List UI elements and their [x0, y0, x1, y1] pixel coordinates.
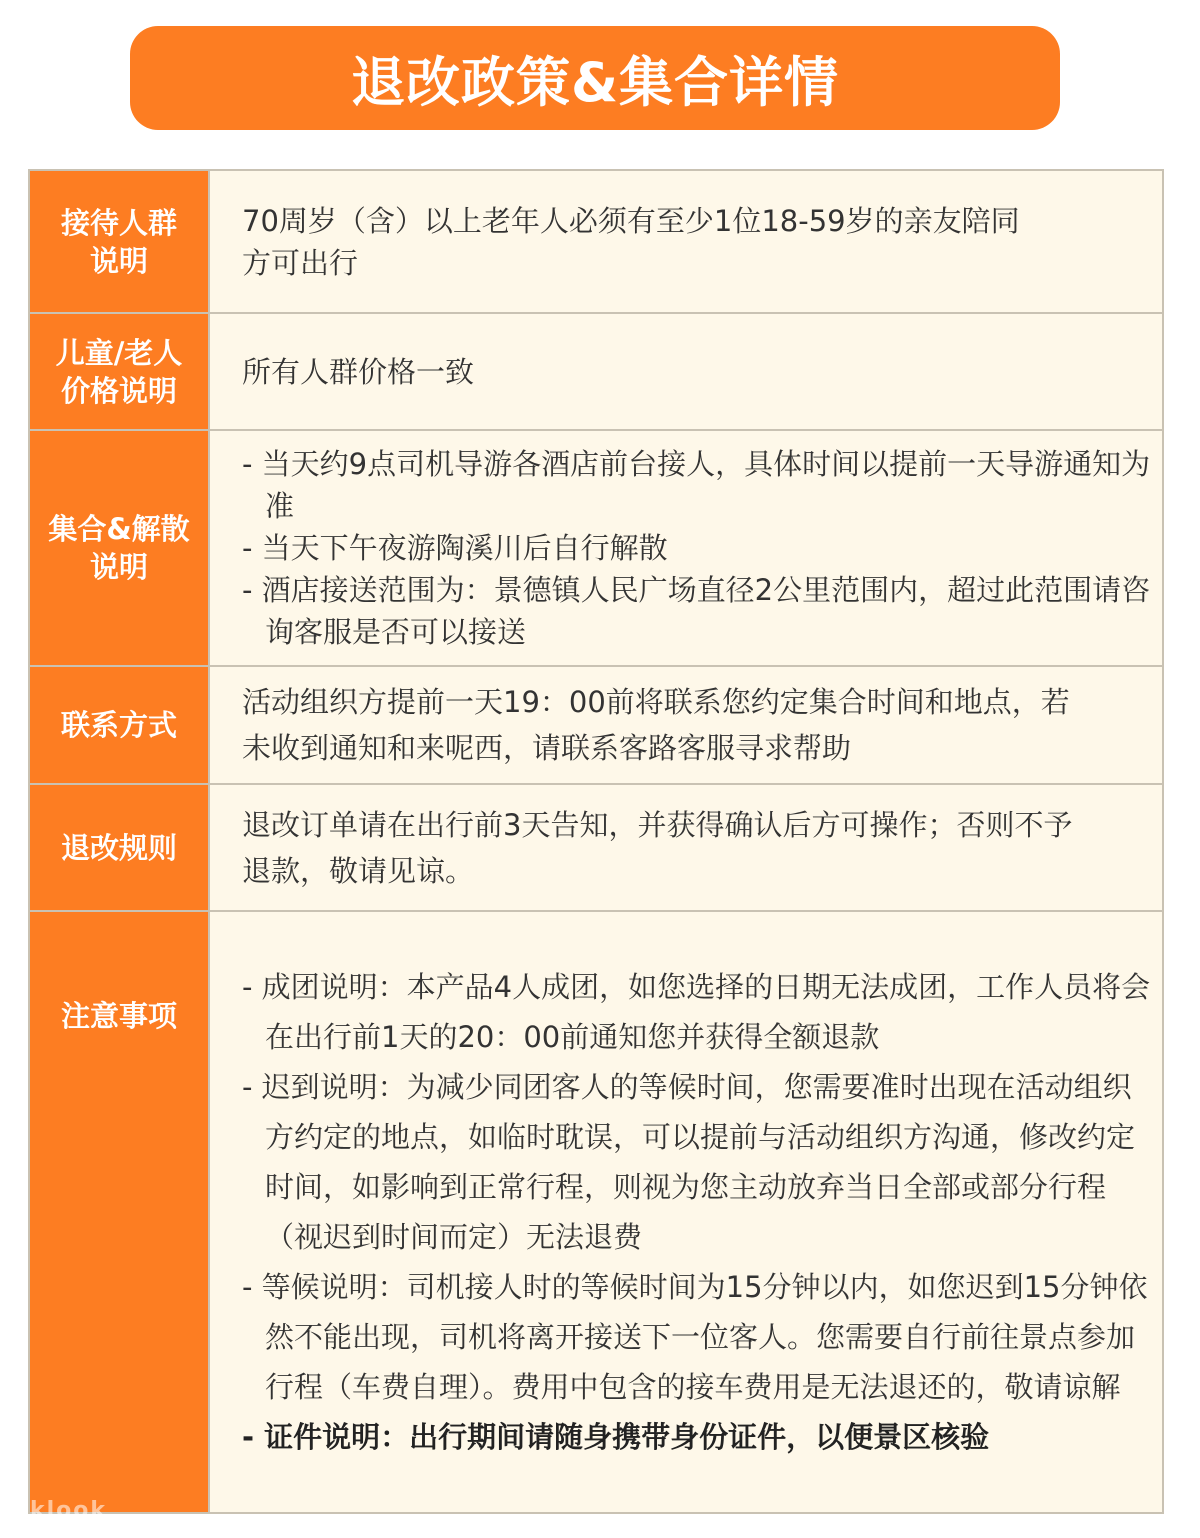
row-label	[29, 784, 209, 911]
row-label-line: 儿童/老人	[55, 335, 183, 370]
row-content	[209, 313, 1163, 430]
bullet-item: - 当天约9点司机导游各酒店前台接人，具体时间以提前一天导游通知为准	[242, 447, 1151, 523]
bullet-item: - 酒店接送范围为：景德镇人民广场直径2公里范围内，超过此范围请咨询客服是否可以接送	[242, 573, 1151, 649]
content-line: 未收到通知和来呢西，请联系客路客服寻求帮助	[242, 731, 852, 765]
table-row	[29, 911, 1163, 1513]
row-content	[209, 784, 1163, 911]
table-row	[29, 430, 1163, 666]
content-line: 方可出行	[242, 245, 359, 280]
row-label-line: 注意事项	[60, 999, 177, 1033]
table-row	[29, 170, 1163, 313]
title-banner	[130, 26, 1060, 130]
row-content	[209, 666, 1163, 784]
policy-table	[28, 169, 1164, 1514]
row-label-line: 说明	[89, 243, 148, 278]
content-line: 退改订单请在出行前3天告知，并获得确认后方可操作；否则不予	[242, 807, 1073, 842]
page-title: 退改政策&集合详情	[350, 50, 840, 114]
row-label-line: 联系方式	[60, 708, 177, 742]
brand-watermark: klook	[30, 1498, 108, 1523]
table-row	[29, 313, 1163, 430]
row-content	[209, 911, 1163, 1513]
content-line: 所有人群价格一致	[242, 354, 475, 389]
content-line: 退款，敬请见谅。	[242, 853, 475, 888]
row-label-line: 退改规则	[60, 830, 177, 865]
row-label	[29, 430, 209, 666]
row-label	[29, 313, 209, 430]
row-content	[209, 170, 1163, 313]
table-row	[29, 666, 1163, 784]
bullet-item: - 迟到说明：为减少同团客人的等候时间，您需要准时出现在活动组织方约定的地点，如临时耽误，可以提前与活动组织方沟通，修改约定时间，如影响到正常行程，则视为您主动放弃当日全部或部分行程（视迟到时间而定）无法退费	[242, 1070, 1136, 1254]
row-label-line: 价格说明	[60, 373, 177, 408]
row-label-line: 说明	[89, 550, 148, 584]
bullet-item: - 等候说明：司机接人时的等候时间为15分钟以内，如您迟到15分钟依然不能出现，司机将离开接送下一位客人。您需要自行前往景点参加行程（车费自理）。费用中包含的接车费用是无法退还的，敬请谅解	[242, 1270, 1148, 1404]
row-label-line: 接待人群	[60, 205, 177, 240]
bullet-item: - 成团说明：本产品4人成团，如您选择的日期无法成团，工作人员将会在出行前1天的20：00前通知您并获得全额退款	[242, 970, 1151, 1054]
bullet-item: - 证件说明：出行期间请随身携带身份证件，以便景区核验	[242, 1420, 990, 1454]
table-row	[29, 784, 1163, 911]
bullet-item: - 当天下午夜游陶溪川后自行解散	[242, 531, 668, 565]
row-label	[29, 666, 209, 784]
row-content	[209, 430, 1163, 666]
row-label-line: 集合&解散	[48, 512, 190, 546]
content-line: 70周岁（含）以上老年人必须有至少1位18-59岁的亲友陪同	[242, 203, 1020, 238]
content-line: 活动组织方提前一天19：00前将联系您约定集合时间和地点，若	[242, 685, 1070, 719]
row-label	[29, 911, 209, 1513]
row-label	[29, 170, 209, 313]
